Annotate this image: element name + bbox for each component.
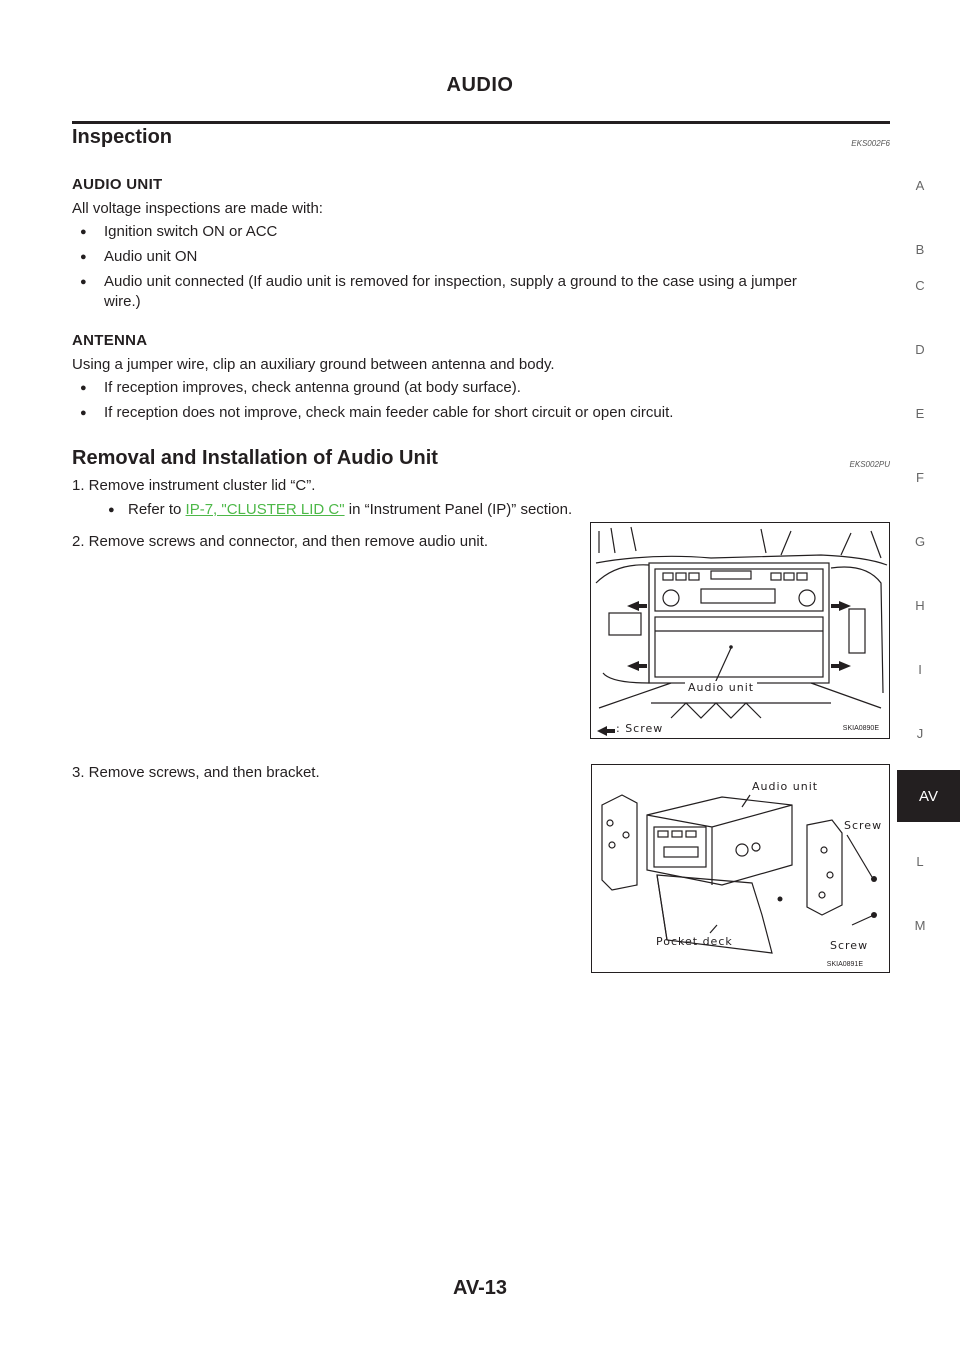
link-ip7-cluster-lid-c[interactable]: IP-7, "CLUSTER LID C" <box>185 501 345 518</box>
bullet-icon: ● <box>80 276 87 288</box>
figure-2-label-pocket-deck: Pocket deck <box>656 935 733 948</box>
bullet-icon: ● <box>80 251 87 263</box>
page-number: AV-13 <box>452 1277 508 1299</box>
audio-unit-bullet-2: Audio unit ON <box>104 248 198 265</box>
side-tab-g[interactable]: G <box>914 534 926 549</box>
bullet-icon: ● <box>108 504 115 516</box>
side-tab-b[interactable]: B <box>915 242 925 257</box>
side-tab-l[interactable]: L <box>916 854 924 869</box>
step-1-refer <box>128 500 572 520</box>
figure-audio-unit-removal <box>590 522 890 739</box>
section-title-removal: Removal and Installation of Audio Unit <box>72 447 438 469</box>
step-1: 1. Remove instrument cluster lid “C”. <box>72 477 316 494</box>
antenna-bullet-1: If reception improves, check antenna ground (at body surface). <box>104 379 521 396</box>
side-tab-h[interactable]: H <box>915 598 925 613</box>
figure-1-id: SKIA0890E <box>842 725 879 732</box>
step-2: 2. Remove screws and connector, and then remove audio unit. <box>72 533 489 550</box>
bullet-icon: ● <box>80 407 87 419</box>
side-tab-c[interactable]: C <box>915 278 925 293</box>
figure-1-label-screw: : Screw <box>616 722 664 735</box>
audio-unit-bullet-3: Audio unit connected (If audio unit is removed for inspection, supply a ground to the case using a jumper <box>104 273 797 290</box>
figure-1-illustration <box>591 523 889 738</box>
audio-unit-bullet-1: Ignition switch ON or ACC <box>104 223 278 240</box>
header-rule <box>72 121 890 124</box>
antenna-bullet-2: If reception does not improve, check main feeder cable for short circuit or open circuit. <box>104 404 674 421</box>
figure-2-label-screw-bottom: Screw <box>830 939 869 952</box>
step-3: 3. Remove screws, and then bracket. <box>72 764 320 781</box>
antenna-intro: Using a jumper wire, clip an auxiliary ground between antenna and body. <box>72 356 555 373</box>
audio-unit-bullet-3-cont: wire.) <box>104 293 141 310</box>
bullet-icon: ● <box>80 382 87 394</box>
side-tab-m[interactable]: M <box>914 918 926 933</box>
side-tab-d[interactable]: D <box>915 342 925 357</box>
section-code-removal: EKS002PU <box>849 460 890 469</box>
figure-bracket-removal <box>591 764 890 973</box>
figure-1-label-audio-unit: Audio unit <box>685 681 757 694</box>
page-header-title: AUDIO <box>446 74 514 96</box>
figure-2-label-audio-unit: Audio unit <box>752 780 819 793</box>
subheading-audio-unit: AUDIO UNIT <box>72 176 163 193</box>
side-tab-f[interactable]: F <box>916 470 924 485</box>
side-tab-e[interactable]: E <box>915 406 925 421</box>
side-tab-j[interactable]: J <box>916 726 924 741</box>
audio-unit-intro: All voltage inspections are made with: <box>72 200 323 217</box>
refer-to-text: Refer to <box>128 501 182 518</box>
side-tab-a[interactable]: A <box>915 178 925 193</box>
figure-2-id: SKIA0891E <box>826 961 863 968</box>
side-tab-i[interactable]: I <box>918 662 922 677</box>
section-title-inspection: Inspection <box>72 126 173 148</box>
bullet-icon: ● <box>80 226 87 238</box>
section-code-inspection: EKS002F6 <box>851 139 890 148</box>
side-tab-av-active[interactable]: AV <box>897 770 960 822</box>
subheading-antenna: ANTENNA <box>72 332 148 349</box>
figure-2-label-screw-top: Screw <box>844 819 883 832</box>
refer-suffix-text: in “Instrument Panel (IP)” section. <box>348 501 573 518</box>
